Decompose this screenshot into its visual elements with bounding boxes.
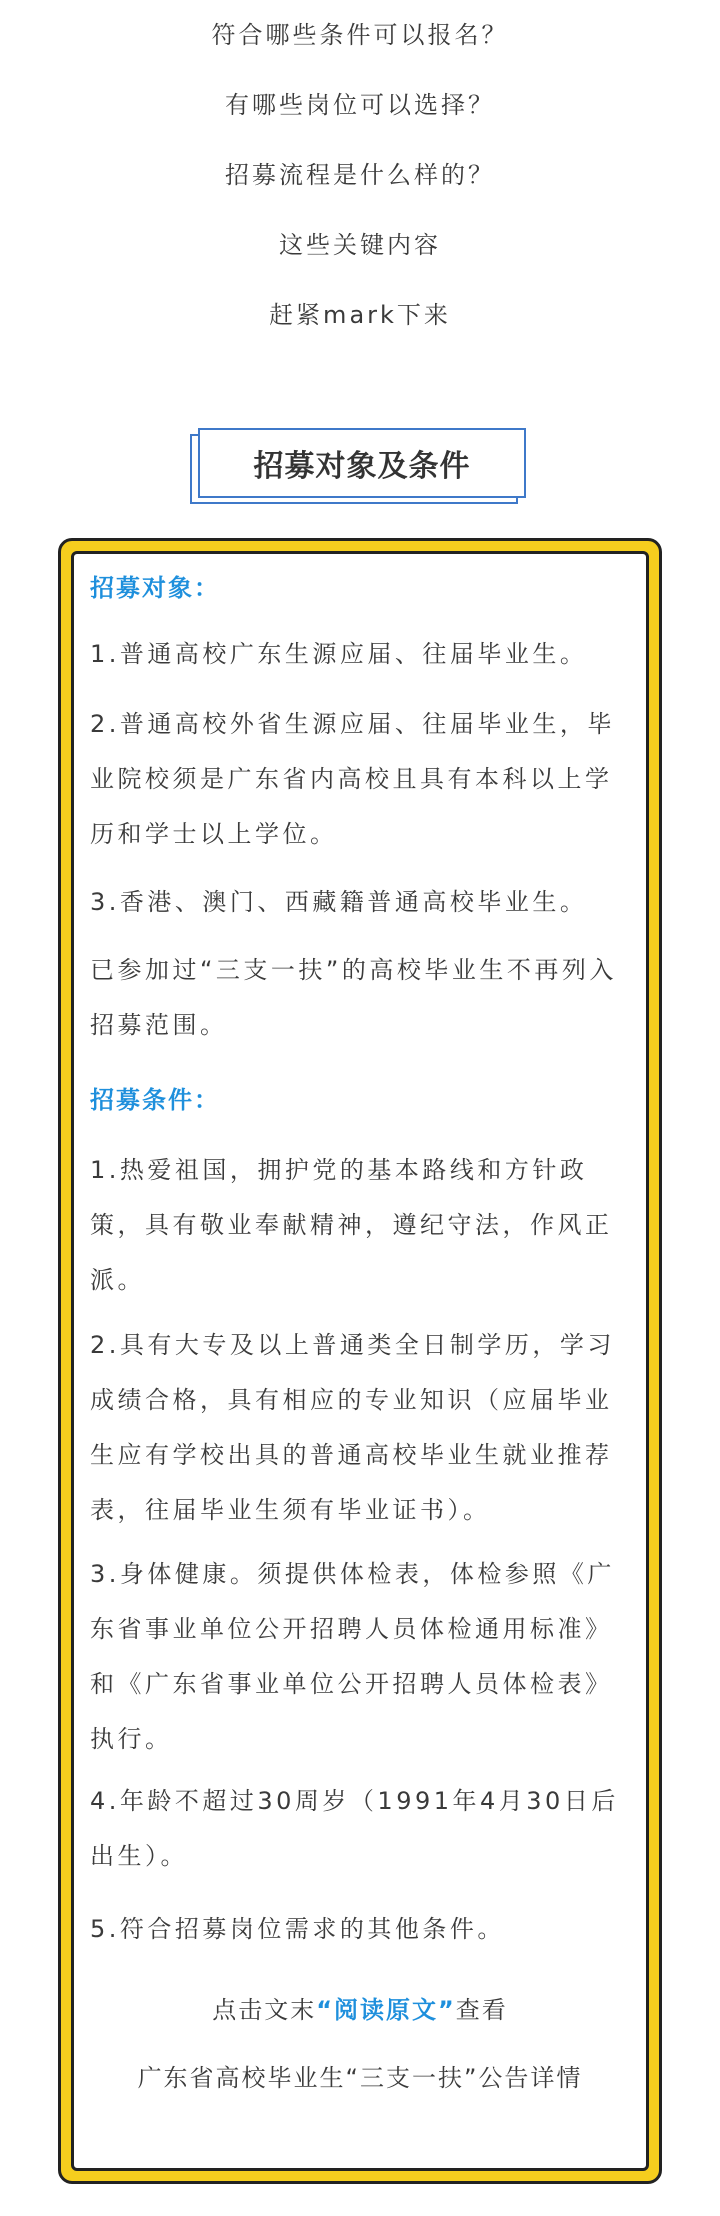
target-item-1: 1.普通高校广东生源应届、往届毕业生。 (90, 640, 588, 668)
footer-prefix: 点击文末 (212, 1996, 317, 2024)
info-card-body (71, 551, 649, 2171)
target-item-3: 3.香港、澳门、西藏籍普通高校毕业生。 (90, 888, 588, 916)
intro-line-3: 招募流程是什么样的？ (225, 161, 495, 189)
target-item-2: 2.普通高校外省生源应届、往届毕业生，毕业院校须是广东省内高校且具有本科以上学历和学士以上学位。 (90, 710, 615, 848)
condition-item-1: 1.热爱祖国，拥护党的基本路线和方针政策，具有敬业奉献精神，遵纪守法，作风正派。 (90, 1156, 613, 1294)
conditions-heading: 招募条件： (90, 1086, 220, 1114)
intro-line-5: 赶紧mark下来 (269, 301, 451, 329)
intro-line-1: 符合哪些条件可以报名？ (211, 21, 509, 49)
targets-heading: 招募对象： (90, 574, 220, 602)
condition-item-2: 2.具有大专及以上普通类全日制学历，学习成绩合格，具有相应的专业知识（应届毕业生应有学校出具的普通高校毕业生就业推荐表，往届毕业生须有毕业证书）。 (90, 1331, 615, 1524)
info-card (58, 538, 662, 2184)
condition-item-5: 5.符合招募岗位需求的其他条件。 (90, 1915, 505, 1943)
read-original-prompt (74, 1990, 646, 2030)
target-note: 已参加过“三支一扶”的高校毕业生不再列入招募范围。 (90, 956, 617, 1039)
announcement-detail-line: 广东省高校毕业生“三支一扶”公告详情 (137, 2064, 583, 2092)
read-original-link[interactable]: “阅读原文” (316, 1996, 456, 2024)
intro-line-2: 有哪些岗位可以选择？ (225, 91, 495, 119)
condition-item-3: 3.身体健康。须提供体检表，体检参照《广东省事业单位公开招聘人员体检通用标准》和《广东省事业单位公开招聘人员体检表》执行。 (90, 1560, 615, 1753)
footer-suffix: 查看 (455, 1996, 508, 2024)
section-title-box (190, 428, 530, 508)
intro-line-4: 这些关键内容 (279, 231, 441, 259)
condition-item-4: 4.年龄不超过30周岁（1991年4月30日后出生）。 (90, 1787, 619, 1870)
section-title: 招募对象及条件 (198, 428, 526, 498)
